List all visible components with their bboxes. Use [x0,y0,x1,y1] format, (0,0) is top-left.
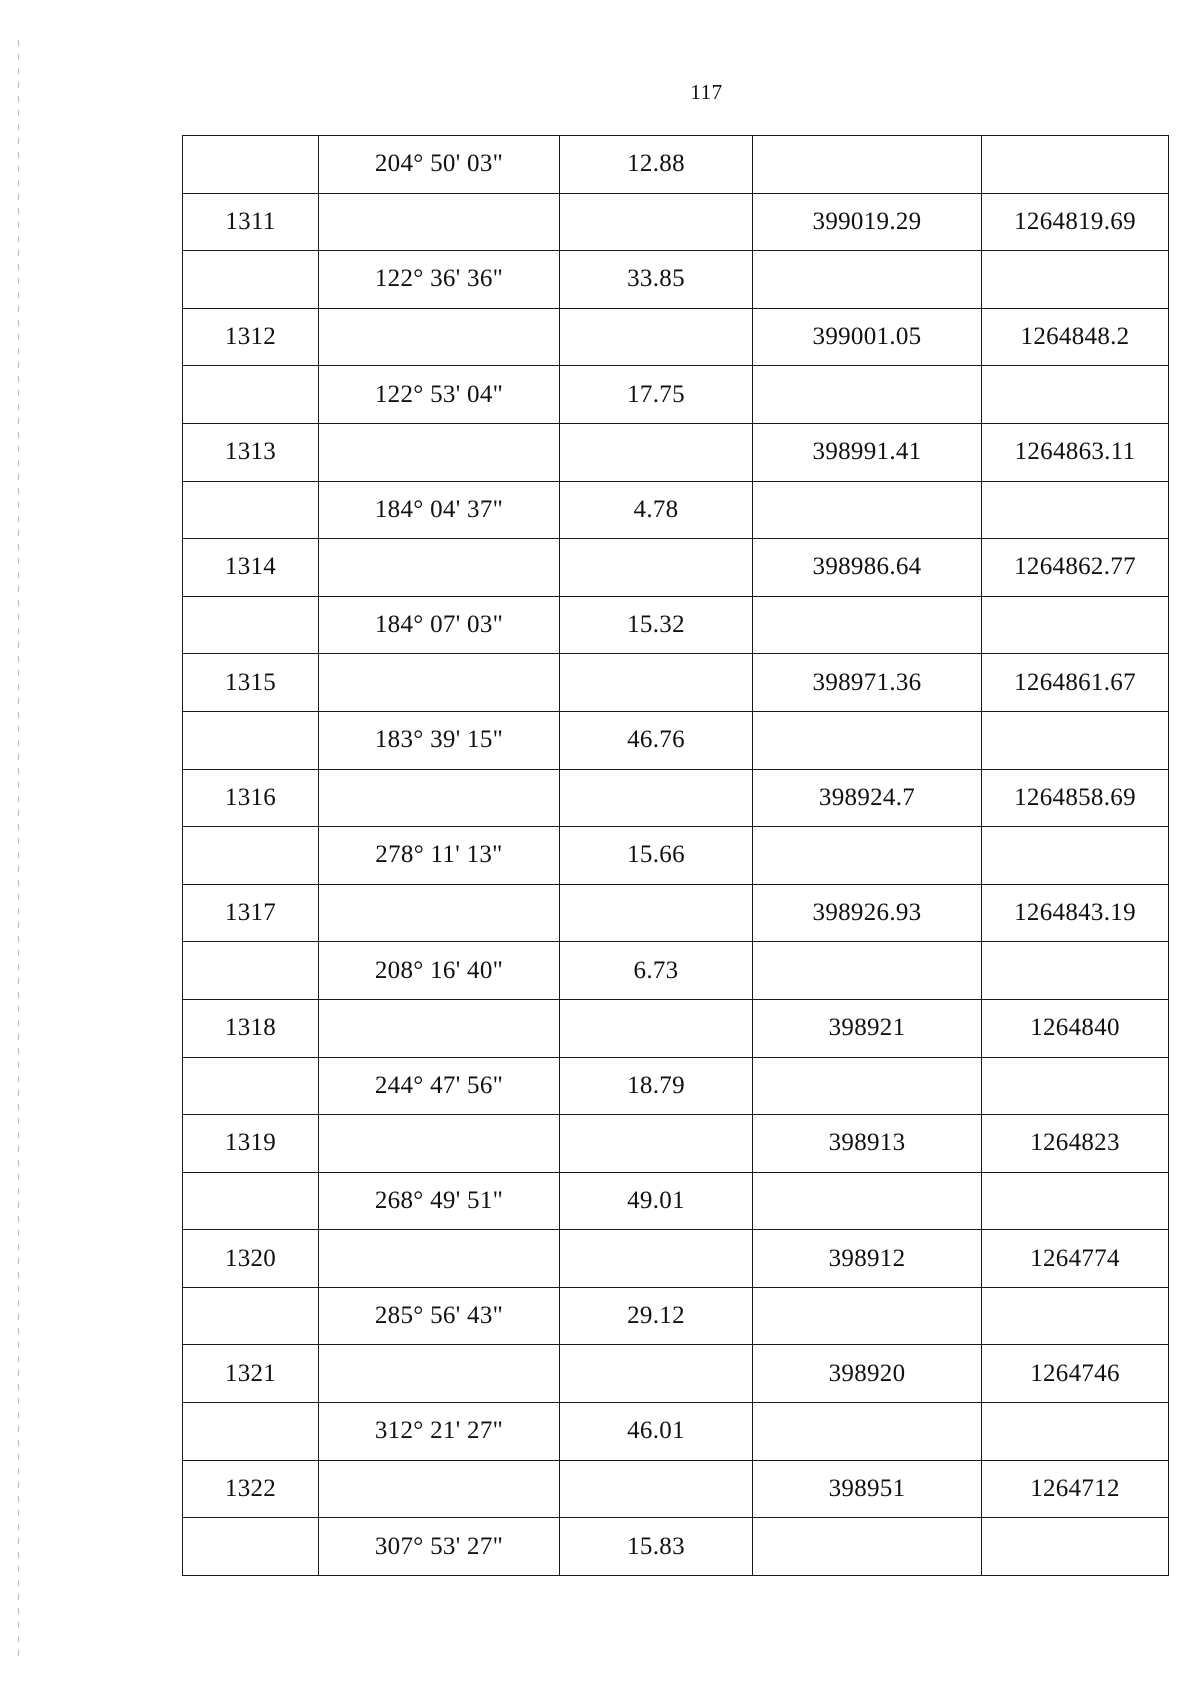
bearing-cell [319,423,560,481]
easting-cell: 1264862.77 [982,539,1169,597]
easting-cell [982,1057,1169,1115]
table-row [183,1460,1169,1518]
table-row [183,884,1169,942]
bearing-cell: 208° 16' 40" [319,942,560,1000]
northing-cell: 399001.05 [753,308,982,366]
station-cell [183,1287,319,1345]
table-row [183,366,1169,424]
bearing-cell: 184° 04' 37" [319,481,560,539]
northing-cell [753,366,982,424]
table-row [183,1345,1169,1403]
northing-cell: 398924.7 [753,769,982,827]
distance-cell [560,1345,753,1403]
northing-cell [753,711,982,769]
bearing-cell [319,884,560,942]
bearing-cell: 122° 36' 36" [319,251,560,309]
distance-cell: 33.85 [560,251,753,309]
table-row [183,1115,1169,1173]
table-row [183,136,1169,194]
northing-cell [753,481,982,539]
easting-cell [982,366,1169,424]
distance-cell: 46.01 [560,1403,753,1461]
northing-cell [753,251,982,309]
northing-cell: 398926.93 [753,884,982,942]
easting-cell [982,251,1169,309]
northing-cell: 398913 [753,1115,982,1173]
easting-cell: 1264858.69 [982,769,1169,827]
bearing-cell: 268° 49' 51" [319,1172,560,1230]
easting-cell [982,1403,1169,1461]
distance-cell [560,1460,753,1518]
northing-cell: 398971.36 [753,654,982,712]
distance-cell [560,1230,753,1288]
table-row [183,251,1169,309]
survey-coordinates-table [182,135,1169,1576]
easting-cell [982,827,1169,885]
station-cell [183,366,319,424]
easting-cell: 1264843.19 [982,884,1169,942]
easting-cell: 1264712 [982,1460,1169,1518]
station-cell: 1313 [183,423,319,481]
northing-cell: 398912 [753,1230,982,1288]
station-cell [183,251,319,309]
station-cell: 1315 [183,654,319,712]
bearing-cell [319,654,560,712]
bearing-cell: 307° 53' 27" [319,1518,560,1576]
station-cell: 1317 [183,884,319,942]
table-row [183,308,1169,366]
bearing-cell [319,308,560,366]
station-cell [183,1172,319,1230]
bearing-cell [319,1345,560,1403]
distance-cell: 29.12 [560,1287,753,1345]
table-row [183,769,1169,827]
station-cell: 1318 [183,999,319,1057]
northing-cell [753,136,982,194]
bearing-cell [319,1230,560,1288]
easting-cell: 1264774 [982,1230,1169,1288]
table-row [183,1518,1169,1576]
easting-cell [982,481,1169,539]
northing-cell: 398986.64 [753,539,982,597]
bearing-cell [319,1115,560,1173]
table-row [183,827,1169,885]
distance-cell [560,654,753,712]
easting-cell: 1264863.11 [982,423,1169,481]
easting-cell [982,596,1169,654]
distance-cell [560,193,753,251]
bearing-cell: 285° 56' 43" [319,1287,560,1345]
easting-cell: 1264746 [982,1345,1169,1403]
easting-cell [982,1172,1169,1230]
bearing-cell [319,769,560,827]
station-cell [183,1403,319,1461]
distance-cell: 12.88 [560,136,753,194]
easting-cell [982,711,1169,769]
station-cell [183,1518,319,1576]
distance-cell: 49.01 [560,1172,753,1230]
bearing-cell [319,1460,560,1518]
distance-cell: 17.75 [560,366,753,424]
station-cell [183,596,319,654]
distance-cell: 46.76 [560,711,753,769]
distance-cell: 15.83 [560,1518,753,1576]
distance-cell [560,769,753,827]
northing-cell [753,1057,982,1115]
easting-cell: 1264848.2 [982,308,1169,366]
bearing-cell: 184° 07' 03" [319,596,560,654]
northing-cell: 398951 [753,1460,982,1518]
distance-cell [560,1115,753,1173]
bearing-cell [319,539,560,597]
easting-cell: 1264819.69 [982,193,1169,251]
table-row [183,481,1169,539]
station-cell [183,711,319,769]
northing-cell: 399019.29 [753,193,982,251]
station-cell [183,481,319,539]
station-cell [183,827,319,885]
bearing-cell [319,999,560,1057]
northing-cell [753,1172,982,1230]
scan-margin-edge [18,40,19,1660]
table-row [183,539,1169,597]
northing-cell: 398920 [753,1345,982,1403]
bearing-cell: 183° 39' 15" [319,711,560,769]
easting-cell [982,942,1169,1000]
page-number: 117 [690,80,723,104]
northing-cell [753,1518,982,1576]
table-row [183,1172,1169,1230]
bearing-cell: 278° 11' 13" [319,827,560,885]
station-cell [183,136,319,194]
easting-cell: 1264823 [982,1115,1169,1173]
station-cell: 1322 [183,1460,319,1518]
distance-cell [560,999,753,1057]
table-row [183,1287,1169,1345]
station-cell [183,942,319,1000]
northing-cell [753,827,982,885]
station-cell [183,1057,319,1115]
table-row [183,942,1169,1000]
table-row [183,654,1169,712]
distance-cell: 6.73 [560,942,753,1000]
northing-cell: 398991.41 [753,423,982,481]
distance-cell: 15.32 [560,596,753,654]
bearing-cell: 244° 47' 56" [319,1057,560,1115]
easting-cell [982,1287,1169,1345]
easting-cell [982,136,1169,194]
distance-cell: 18.79 [560,1057,753,1115]
easting-cell: 1264840 [982,999,1169,1057]
distance-cell [560,308,753,366]
distance-cell [560,884,753,942]
northing-cell: 398921 [753,999,982,1057]
table-row [183,193,1169,251]
northing-cell [753,596,982,654]
table-row [183,596,1169,654]
northing-cell [753,942,982,1000]
table-row [183,711,1169,769]
table-row [183,1403,1169,1461]
table-row [183,1230,1169,1288]
distance-cell [560,423,753,481]
bearing-cell: 122° 53' 04" [319,366,560,424]
station-cell: 1320 [183,1230,319,1288]
station-cell: 1314 [183,539,319,597]
bearing-cell [319,193,560,251]
distance-cell [560,539,753,597]
station-cell: 1312 [183,308,319,366]
station-cell: 1316 [183,769,319,827]
northing-cell [753,1287,982,1345]
easting-cell [982,1518,1169,1576]
station-cell: 1321 [183,1345,319,1403]
table-body [183,136,1169,1576]
easting-cell: 1264861.67 [982,654,1169,712]
bearing-cell: 312° 21' 27" [319,1403,560,1461]
station-cell: 1319 [183,1115,319,1173]
table-row [183,1057,1169,1115]
northing-cell [753,1403,982,1461]
distance-cell: 4.78 [560,481,753,539]
table-row [183,999,1169,1057]
bearing-cell: 204° 50' 03" [319,136,560,194]
station-cell: 1311 [183,193,319,251]
distance-cell: 15.66 [560,827,753,885]
table-row [183,423,1169,481]
